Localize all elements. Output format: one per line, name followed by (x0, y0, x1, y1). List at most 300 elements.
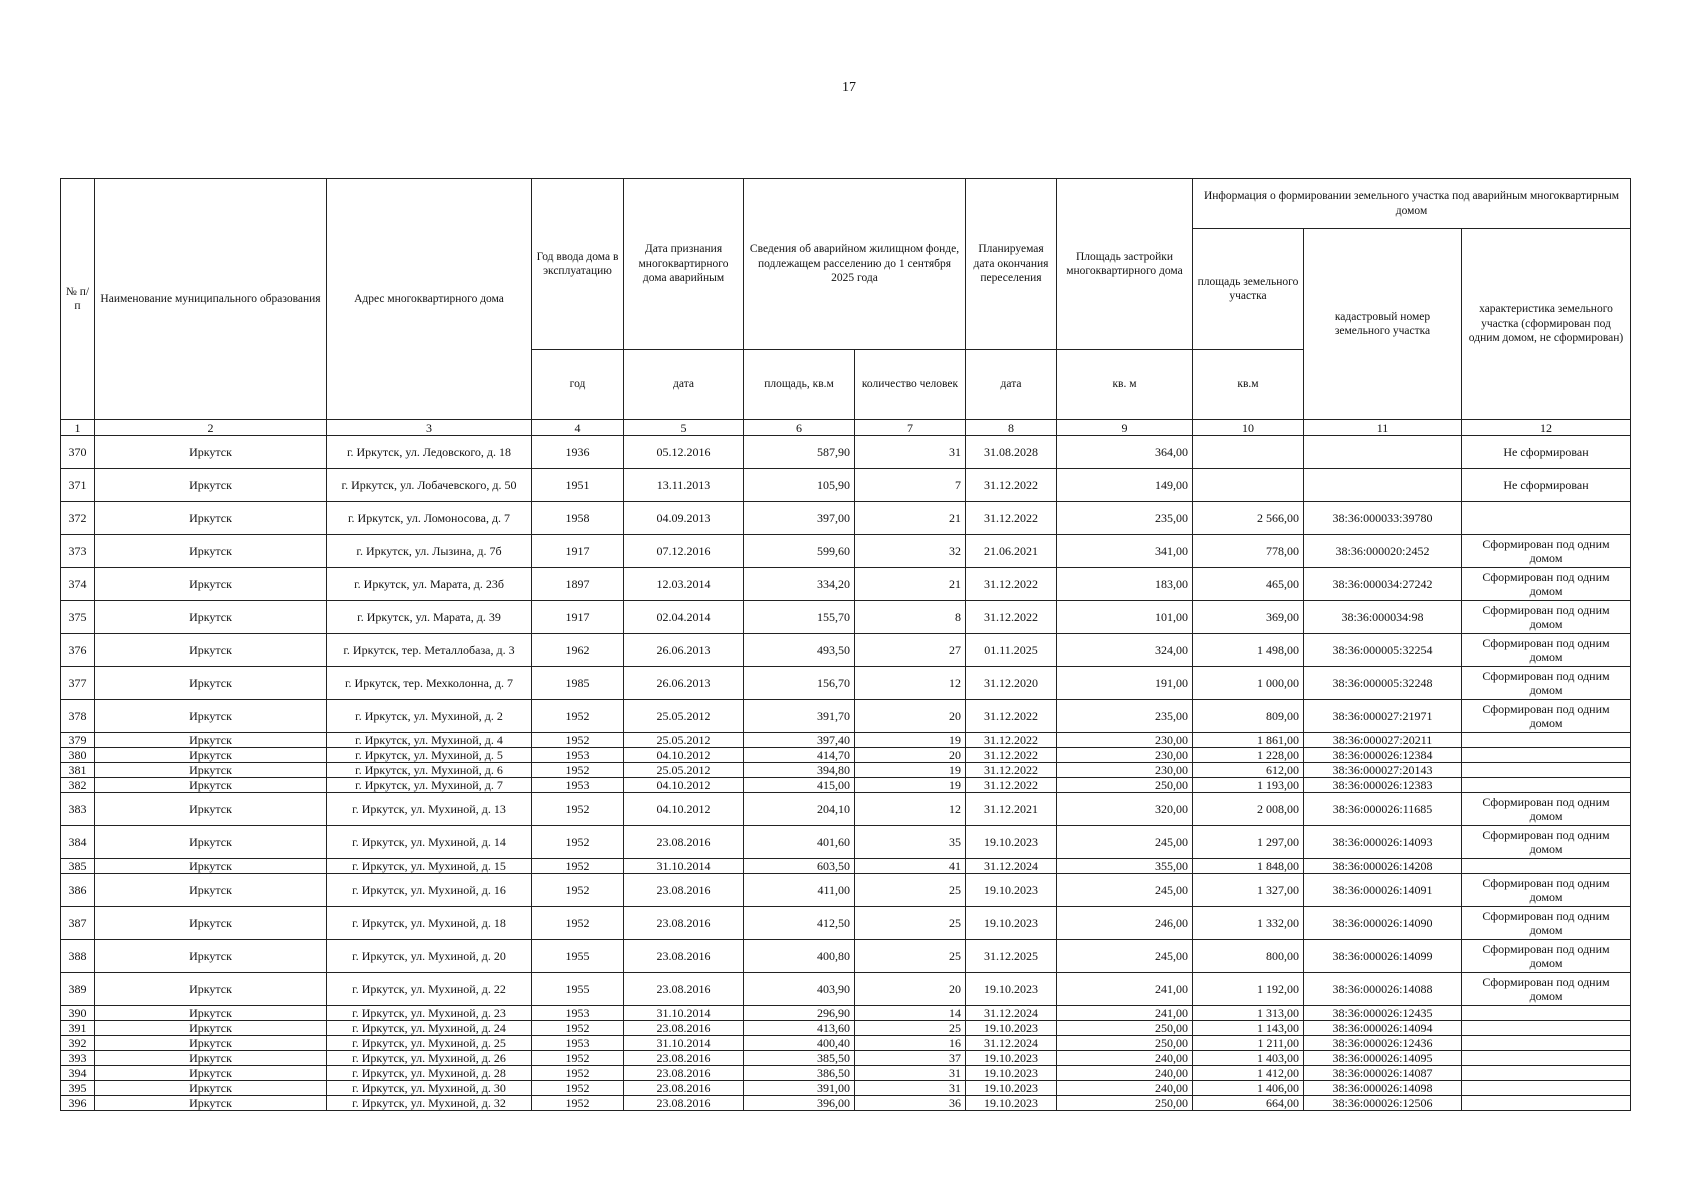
municipality-cell: Иркутск (95, 1006, 327, 1021)
cadastral-number-cell: 38:36:000026:14099 (1304, 940, 1462, 973)
emergency-date-cell: 23.08.2016 (624, 973, 744, 1006)
people-count-cell: 25 (855, 874, 966, 907)
building-area-cell: 245,00 (1057, 826, 1193, 859)
land-area-cell: 369,00 (1193, 601, 1304, 634)
table-row (61, 436, 1631, 469)
building-area-cell: 241,00 (1057, 973, 1193, 1006)
municipality-cell: Иркутск (95, 469, 327, 502)
row-number: 395 (61, 1081, 95, 1096)
cadastral-number-cell (1304, 469, 1462, 502)
table-row (61, 667, 1631, 700)
planned-date-cell: 19.10.2023 (966, 973, 1057, 1006)
area-cell: 587,90 (744, 436, 855, 469)
cadastral-number-cell: 38:36:000027:20143 (1304, 763, 1462, 778)
municipality-cell: Иркутск (95, 1036, 327, 1051)
unit-year: год (532, 350, 624, 420)
year-built-cell: 1953 (532, 748, 624, 763)
row-number: 387 (61, 907, 95, 940)
table-row (61, 1096, 1631, 1111)
people-count-cell: 41 (855, 859, 966, 874)
building-area-cell: 355,00 (1057, 859, 1193, 874)
land-area-cell: 1 192,00 (1193, 973, 1304, 1006)
planned-date-cell: 31.12.2022 (966, 763, 1057, 778)
header-land-status: характеристика земельного участка (сформирован под одним домом, не сформирован) (1462, 229, 1631, 420)
row-number: 386 (61, 874, 95, 907)
cadastral-number-cell: 38:36:000026:14094 (1304, 1021, 1462, 1036)
unit-people: количество человек (855, 350, 966, 420)
area-cell: 105,90 (744, 469, 855, 502)
unit-sqm: кв. м (1057, 350, 1193, 420)
building-area-cell: 364,00 (1057, 436, 1193, 469)
emergency-date-cell: 25.05.2012 (624, 700, 744, 733)
header-num: № п/п (61, 179, 95, 420)
people-count-cell: 16 (855, 1036, 966, 1051)
land-status-cell: Сформирован под одним домом (1462, 601, 1631, 634)
table-header (61, 179, 1631, 436)
year-built-cell: 1952 (532, 826, 624, 859)
area-cell: 493,50 (744, 634, 855, 667)
planned-date-cell: 31.12.2024 (966, 1006, 1057, 1021)
municipality-cell: Иркутск (95, 601, 327, 634)
row-number: 373 (61, 535, 95, 568)
land-status-cell: Сформирован под одним домом (1462, 568, 1631, 601)
land-status-cell (1462, 859, 1631, 874)
address-cell: г. Иркутск, тер. Металлобаза, д. 3 (327, 634, 532, 667)
address-cell: г. Иркутск, ул. Мухиной, д. 13 (327, 793, 532, 826)
land-area-cell: 1 332,00 (1193, 907, 1304, 940)
year-built-cell: 1952 (532, 763, 624, 778)
people-count-cell: 19 (855, 733, 966, 748)
row-number: 390 (61, 1006, 95, 1021)
address-cell: г. Иркутск, ул. Мухиной, д. 6 (327, 763, 532, 778)
header-address: Адрес многоквартирного дома (327, 179, 532, 420)
area-cell: 334,20 (744, 568, 855, 601)
people-count-cell: 19 (855, 763, 966, 778)
row-number: 375 (61, 601, 95, 634)
emergency-date-cell: 04.10.2012 (624, 778, 744, 793)
row-number: 385 (61, 859, 95, 874)
municipality-cell: Иркутск (95, 826, 327, 859)
unit-sqm-land: кв.м (1193, 350, 1304, 420)
area-cell: 204,10 (744, 793, 855, 826)
municipality-cell: Иркутск (95, 859, 327, 874)
header-land-info: Информация о формировании земельного участка под аварийным многоквартирным домом (1193, 179, 1631, 229)
cadastral-number-cell: 38:36:000005:32254 (1304, 634, 1462, 667)
building-area-cell: 240,00 (1057, 1066, 1193, 1081)
planned-date-cell: 31.12.2022 (966, 469, 1057, 502)
cadastral-number-cell: 38:36:000026:12436 (1304, 1036, 1462, 1051)
people-count-cell: 25 (855, 907, 966, 940)
land-status-cell: Сформирован под одним домом (1462, 826, 1631, 859)
people-count-cell: 7 (855, 469, 966, 502)
land-status-cell (1462, 1036, 1631, 1051)
people-count-cell: 27 (855, 634, 966, 667)
emergency-date-cell: 31.10.2014 (624, 859, 744, 874)
table-row (61, 763, 1631, 778)
municipality-cell: Иркутск (95, 667, 327, 700)
year-built-cell: 1952 (532, 793, 624, 826)
land-status-cell (1462, 763, 1631, 778)
building-area-cell: 250,00 (1057, 778, 1193, 793)
land-status-cell: Сформирован под одним домом (1462, 700, 1631, 733)
year-built-cell: 1952 (532, 1066, 624, 1081)
land-status-cell (1462, 1021, 1631, 1036)
address-cell: г. Иркутск, ул. Мухиной, д. 30 (327, 1081, 532, 1096)
cadastral-number-cell: 38:36:000034:98 (1304, 601, 1462, 634)
people-count-cell: 19 (855, 778, 966, 793)
area-cell: 296,90 (744, 1006, 855, 1021)
people-count-cell: 21 (855, 502, 966, 535)
land-area-cell: 2 008,00 (1193, 793, 1304, 826)
year-built-cell: 1953 (532, 778, 624, 793)
cadastral-number-cell: 38:36:000026:14098 (1304, 1081, 1462, 1096)
area-cell: 385,50 (744, 1051, 855, 1066)
planned-date-cell: 19.10.2023 (966, 1051, 1057, 1066)
row-number: 383 (61, 793, 95, 826)
building-area-cell: 245,00 (1057, 940, 1193, 973)
people-count-cell: 37 (855, 1051, 966, 1066)
cadastral-number-cell: 38:36:000026:14091 (1304, 874, 1462, 907)
land-area-cell (1193, 469, 1304, 502)
year-built-cell: 1952 (532, 1096, 624, 1111)
table-row (61, 1021, 1631, 1036)
table-row (61, 907, 1631, 940)
row-number: 374 (61, 568, 95, 601)
planned-date-cell: 19.10.2023 (966, 1066, 1057, 1081)
cadastral-number-cell: 38:36:000026:14208 (1304, 859, 1462, 874)
planned-date-cell: 19.10.2023 (966, 1021, 1057, 1036)
header-emergency-date: Дата признания многоквартирного дома аварийным (624, 179, 744, 350)
emergency-date-cell: 25.05.2012 (624, 763, 744, 778)
area-cell: 391,00 (744, 1081, 855, 1096)
people-count-cell: 12 (855, 667, 966, 700)
cadastral-number-cell: 38:36:000026:14090 (1304, 907, 1462, 940)
cadastral-number-cell: 38:36:000026:12435 (1304, 1006, 1462, 1021)
emergency-date-cell: 31.10.2014 (624, 1036, 744, 1051)
column-number-row (61, 420, 1631, 436)
column-number: 6 (744, 420, 855, 436)
planned-date-cell: 31.08.2028 (966, 436, 1057, 469)
municipality-cell: Иркутск (95, 733, 327, 748)
year-built-cell: 1953 (532, 1036, 624, 1051)
building-area-cell: 250,00 (1057, 1036, 1193, 1051)
area-cell: 396,00 (744, 1096, 855, 1111)
address-cell: г. Иркутск, ул. Мухиной, д. 26 (327, 1051, 532, 1066)
row-number: 391 (61, 1021, 95, 1036)
people-count-cell: 32 (855, 535, 966, 568)
cadastral-number-cell: 38:36:000026:12506 (1304, 1096, 1462, 1111)
people-count-cell: 31 (855, 436, 966, 469)
building-area-cell: 246,00 (1057, 907, 1193, 940)
building-area-cell: 230,00 (1057, 733, 1193, 748)
land-status-cell (1462, 1081, 1631, 1096)
emergency-date-cell: 07.12.2016 (624, 535, 744, 568)
emergency-date-cell: 04.09.2013 (624, 502, 744, 535)
year-built-cell: 1952 (532, 733, 624, 748)
land-status-cell (1462, 733, 1631, 748)
table-row (61, 748, 1631, 763)
column-number: 2 (95, 420, 327, 436)
people-count-cell: 12 (855, 793, 966, 826)
cadastral-number-cell: 38:36:000026:14095 (1304, 1051, 1462, 1066)
planned-date-cell: 19.10.2023 (966, 826, 1057, 859)
address-cell: г. Иркутск, ул. Мухиной, д. 28 (327, 1066, 532, 1081)
land-status-cell (1462, 778, 1631, 793)
row-number: 376 (61, 634, 95, 667)
land-area-cell: 612,00 (1193, 763, 1304, 778)
municipality-cell: Иркутск (95, 763, 327, 778)
address-cell: г. Иркутск, ул. Мухиной, д. 14 (327, 826, 532, 859)
planned-date-cell: 21.06.2021 (966, 535, 1057, 568)
area-cell: 415,00 (744, 778, 855, 793)
year-built-cell: 1958 (532, 502, 624, 535)
address-cell: г. Иркутск, ул. Мухиной, д. 15 (327, 859, 532, 874)
cadastral-number-cell: 38:36:000020:2452 (1304, 535, 1462, 568)
area-cell: 391,70 (744, 700, 855, 733)
people-count-cell: 8 (855, 601, 966, 634)
row-number: 378 (61, 700, 95, 733)
column-number: 4 (532, 420, 624, 436)
land-status-cell (1462, 748, 1631, 763)
cadastral-number-cell (1304, 436, 1462, 469)
people-count-cell: 20 (855, 748, 966, 763)
emergency-date-cell: 23.08.2016 (624, 874, 744, 907)
land-area-cell: 1 211,00 (1193, 1036, 1304, 1051)
address-cell: г. Иркутск, ул. Мухиной, д. 32 (327, 1096, 532, 1111)
land-area-cell: 1 327,00 (1193, 874, 1304, 907)
emergency-date-cell: 23.08.2016 (624, 1021, 744, 1036)
land-status-cell: Сформирован под одним домом (1462, 940, 1631, 973)
address-cell: г. Иркутск, ул. Мухиной, д. 25 (327, 1036, 532, 1051)
row-number: 394 (61, 1066, 95, 1081)
building-area-cell: 245,00 (1057, 874, 1193, 907)
table-row (61, 634, 1631, 667)
municipality-cell: Иркутск (95, 1096, 327, 1111)
table-row (61, 1006, 1631, 1021)
emergency-date-cell: 04.10.2012 (624, 793, 744, 826)
area-cell: 412,50 (744, 907, 855, 940)
cadastral-number-cell: 38:36:000026:11685 (1304, 793, 1462, 826)
year-built-cell: 1955 (532, 940, 624, 973)
column-number: 3 (327, 420, 532, 436)
emergency-date-cell: 23.08.2016 (624, 1066, 744, 1081)
land-status-cell (1462, 1051, 1631, 1066)
year-built-cell: 1952 (532, 700, 624, 733)
table-row (61, 1066, 1631, 1081)
address-cell: г. Иркутск, ул. Марата, д. 23б (327, 568, 532, 601)
area-cell: 386,50 (744, 1066, 855, 1081)
planned-date-cell: 19.10.2023 (966, 874, 1057, 907)
municipality-cell: Иркутск (95, 778, 327, 793)
land-status-cell: Не сформирован (1462, 436, 1631, 469)
year-built-cell: 1936 (532, 436, 624, 469)
building-area-cell: 241,00 (1057, 1006, 1193, 1021)
address-cell: г. Иркутск, ул. Ломоносова, д. 7 (327, 502, 532, 535)
emergency-date-cell: 23.08.2016 (624, 940, 744, 973)
address-cell: г. Иркутск, ул. Мухиной, д. 20 (327, 940, 532, 973)
municipality-cell: Иркутск (95, 502, 327, 535)
municipality-cell: Иркутск (95, 634, 327, 667)
header-building-area: Площадь застройки многоквартирного дома (1057, 179, 1193, 350)
area-cell: 414,70 (744, 748, 855, 763)
address-cell: г. Иркутск, ул. Марата, д. 39 (327, 601, 532, 634)
table-row (61, 793, 1631, 826)
building-area-cell: 240,00 (1057, 1051, 1193, 1066)
emergency-date-cell: 26.06.2013 (624, 667, 744, 700)
year-built-cell: 1952 (532, 1051, 624, 1066)
area-cell: 156,70 (744, 667, 855, 700)
header-cadastral: кадастровый номер земельного участка (1304, 229, 1462, 420)
land-area-cell: 664,00 (1193, 1096, 1304, 1111)
cadastral-number-cell: 38:36:000026:12383 (1304, 778, 1462, 793)
planned-date-cell: 31.12.2022 (966, 700, 1057, 733)
land-area-cell: 2 566,00 (1193, 502, 1304, 535)
land-status-cell: Сформирован под одним домом (1462, 874, 1631, 907)
address-cell: г. Иркутск, ул. Мухиной, д. 18 (327, 907, 532, 940)
year-built-cell: 1962 (532, 634, 624, 667)
row-number: 370 (61, 436, 95, 469)
planned-date-cell: 19.10.2023 (966, 1081, 1057, 1096)
planned-date-cell: 31.12.2024 (966, 1036, 1057, 1051)
emergency-date-cell: 13.11.2013 (624, 469, 744, 502)
planned-date-cell: 31.12.2020 (966, 667, 1057, 700)
land-status-cell: Сформирован под одним домом (1462, 907, 1631, 940)
planned-date-cell: 01.11.2025 (966, 634, 1057, 667)
land-area-cell: 809,00 (1193, 700, 1304, 733)
emergency-housing-table (60, 178, 1631, 1111)
address-cell: г. Иркутск, ул. Мухиной, д. 4 (327, 733, 532, 748)
address-cell: г. Иркутск, ул. Мухиной, д. 24 (327, 1021, 532, 1036)
planned-date-cell: 31.12.2022 (966, 748, 1057, 763)
people-count-cell: 31 (855, 1066, 966, 1081)
building-area-cell: 149,00 (1057, 469, 1193, 502)
people-count-cell: 20 (855, 700, 966, 733)
emergency-date-cell: 23.08.2016 (624, 1051, 744, 1066)
area-cell: 411,00 (744, 874, 855, 907)
emergency-date-cell: 05.12.2016 (624, 436, 744, 469)
address-cell: г. Иркутск, ул. Мухиной, д. 22 (327, 973, 532, 1006)
header-year-built: Год ввода дома в эксплуатацию (532, 179, 624, 350)
address-cell: г. Иркутск, ул. Мухиной, д. 5 (327, 748, 532, 763)
unit-area: площадь, кв.м (744, 350, 855, 420)
planned-date-cell: 31.12.2022 (966, 601, 1057, 634)
header-emergency-fund: Сведения об аварийном жилищном фонде, подлежащем расселению до 1 сентября 2025 года (744, 179, 966, 350)
year-built-cell: 1951 (532, 469, 624, 502)
people-count-cell: 21 (855, 568, 966, 601)
column-number: 1 (61, 420, 95, 436)
table-row (61, 1051, 1631, 1066)
unit-date-planned: дата (966, 350, 1057, 420)
table-row (61, 502, 1631, 535)
row-number: 371 (61, 469, 95, 502)
planned-date-cell: 31.12.2021 (966, 793, 1057, 826)
header-land-area: площадь земельного участка (1193, 229, 1304, 350)
building-area-cell: 183,00 (1057, 568, 1193, 601)
row-number: 384 (61, 826, 95, 859)
column-number: 9 (1057, 420, 1193, 436)
land-area-cell: 778,00 (1193, 535, 1304, 568)
planned-date-cell: 31.12.2024 (966, 859, 1057, 874)
land-status-cell: Сформирован под одним домом (1462, 793, 1631, 826)
unit-date: дата (624, 350, 744, 420)
table-row (61, 700, 1631, 733)
row-number: 393 (61, 1051, 95, 1066)
planned-date-cell: 31.12.2022 (966, 568, 1057, 601)
planned-date-cell: 31.12.2022 (966, 502, 1057, 535)
year-built-cell: 1952 (532, 859, 624, 874)
cadastral-number-cell: 38:36:000026:14087 (1304, 1066, 1462, 1081)
area-cell: 394,80 (744, 763, 855, 778)
building-area-cell: 101,00 (1057, 601, 1193, 634)
land-status-cell: Сформирован под одним домом (1462, 535, 1631, 568)
land-area-cell: 1 297,00 (1193, 826, 1304, 859)
building-area-cell: 230,00 (1057, 763, 1193, 778)
municipality-cell: Иркутск (95, 436, 327, 469)
cadastral-number-cell: 38:36:000005:32248 (1304, 667, 1462, 700)
municipality-cell: Иркутск (95, 535, 327, 568)
table-row (61, 568, 1631, 601)
year-built-cell: 1952 (532, 907, 624, 940)
emergency-date-cell: 23.08.2016 (624, 1096, 744, 1111)
land-area-cell (1193, 436, 1304, 469)
table-row (61, 1036, 1631, 1051)
planned-date-cell: 31.12.2022 (966, 778, 1057, 793)
planned-date-cell: 19.10.2023 (966, 1096, 1057, 1111)
address-cell: г. Иркутск, ул. Мухиной, д. 16 (327, 874, 532, 907)
area-cell: 397,40 (744, 733, 855, 748)
emergency-date-cell: 12.03.2014 (624, 568, 744, 601)
land-area-cell: 1 143,00 (1193, 1021, 1304, 1036)
table-row (61, 733, 1631, 748)
row-number: 388 (61, 940, 95, 973)
municipality-cell: Иркутск (95, 793, 327, 826)
address-cell: г. Иркутск, ул. Лобачевского, д. 50 (327, 469, 532, 502)
land-area-cell: 800,00 (1193, 940, 1304, 973)
building-area-cell: 191,00 (1057, 667, 1193, 700)
row-number: 377 (61, 667, 95, 700)
land-area-cell: 1 861,00 (1193, 733, 1304, 748)
people-count-cell: 25 (855, 1021, 966, 1036)
land-area-cell: 1 193,00 (1193, 778, 1304, 793)
header-planned-date: Планируемая дата окончания переселения (966, 179, 1057, 350)
municipality-cell: Иркутск (95, 1066, 327, 1081)
header-municipality: Наименование муниципального образования (95, 179, 327, 420)
area-cell: 603,50 (744, 859, 855, 874)
area-cell: 599,60 (744, 535, 855, 568)
building-area-cell: 320,00 (1057, 793, 1193, 826)
address-cell: г. Иркутск, ул. Мухиной, д. 7 (327, 778, 532, 793)
table-row (61, 601, 1631, 634)
row-number: 396 (61, 1096, 95, 1111)
people-count-cell: 25 (855, 940, 966, 973)
column-number: 12 (1462, 420, 1631, 436)
row-number: 381 (61, 763, 95, 778)
area-cell: 400,40 (744, 1036, 855, 1051)
cadastral-number-cell: 38:36:000033:39780 (1304, 502, 1462, 535)
people-count-cell: 31 (855, 1081, 966, 1096)
table-row (61, 940, 1631, 973)
land-area-cell: 1 848,00 (1193, 859, 1304, 874)
year-built-cell: 1953 (532, 1006, 624, 1021)
table-row (61, 973, 1631, 1006)
building-area-cell: 341,00 (1057, 535, 1193, 568)
emergency-date-cell: 23.08.2016 (624, 1081, 744, 1096)
column-number: 11 (1304, 420, 1462, 436)
land-area-cell: 1 403,00 (1193, 1051, 1304, 1066)
year-built-cell: 1952 (532, 1081, 624, 1096)
column-number: 7 (855, 420, 966, 436)
page-number: 17 (842, 80, 856, 95)
